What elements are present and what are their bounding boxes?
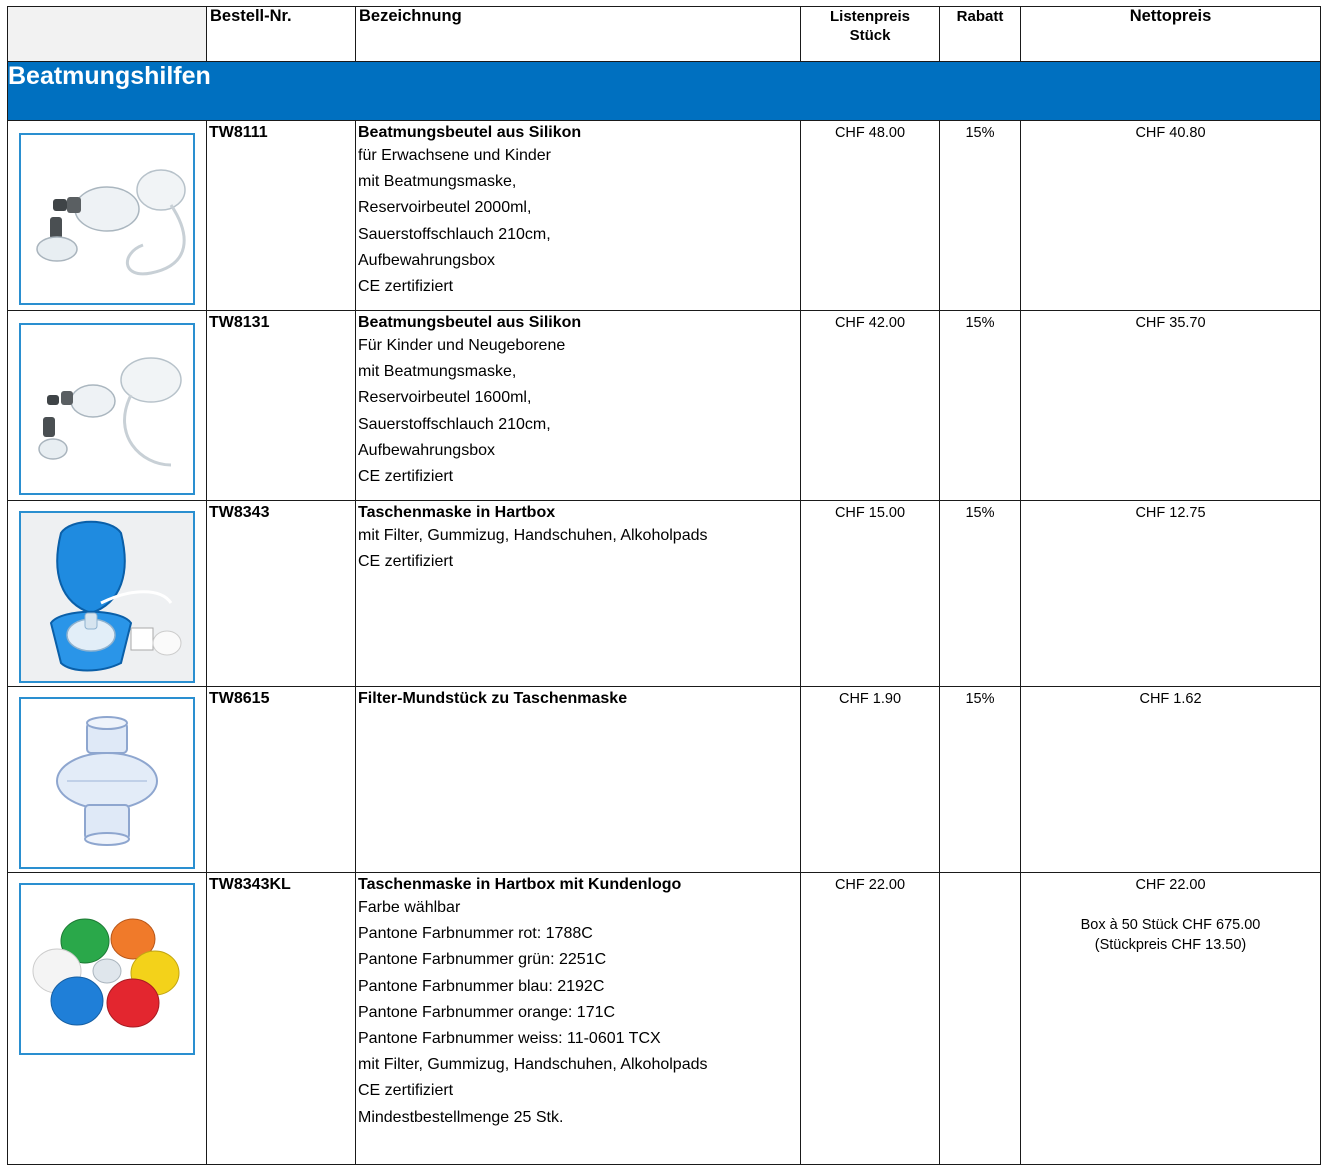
header-listenpreis-line2: Stück [849,27,891,44]
section-title: Beatmungshilfen [8,62,1321,121]
product-code: TW8111 [207,121,356,311]
table-header-row [8,7,1321,62]
header-bezeichnung: Bezeichnung [356,7,801,62]
discount: 15% [940,501,1021,687]
product-line: Reservoirbeutel 1600ml, [358,389,532,407]
colored-mask-boxes-image [19,883,195,1055]
product-description [356,311,801,501]
product-line: Farbe wählbar [358,899,461,916]
product-image-cell [8,311,207,501]
product-name: Filter-Mundstück zu Taschenmaske [358,690,628,707]
list-price: CHF 42.00 [801,311,940,501]
product-line: Mindestbestellmenge 25 Stk. [358,1108,564,1126]
product-line: Pantone Farbnummer weiss: 11-0601 TCX [358,1030,661,1048]
product-name: Taschenmaske in Hartbox mit Kundenlogo [358,876,682,893]
header-image-column [8,7,207,62]
product-line: CE zertifiziert [358,553,454,571]
net-price: CHF 1.62 [1021,687,1321,873]
discount: 15% [940,311,1021,501]
product-line: Aufbewahrungsbox [358,441,495,459]
header-listenpreis [801,7,940,62]
product-line: für Erwachsene und Kinder [358,147,551,164]
list-price: CHF 48.00 [801,121,940,311]
net-price: CHF 35.70 [1021,311,1321,501]
net-price: CHF 22.00 [1135,877,1206,893]
product-image-cell [8,501,207,687]
product-line: Sauerstoffschlauch 210cm, [358,415,551,433]
net-price: CHF 40.80 [1021,121,1321,311]
product-description [356,121,801,311]
product-code: TW8615 [207,687,356,873]
product-row [8,311,1321,501]
product-line: Pantone Farbnummer grün: 2251C [358,951,607,969]
discount [940,873,1021,1165]
unit-price-note: (Stückpreis CHF 13.50) [1094,937,1247,953]
product-row [8,121,1321,311]
product-code: TW8343KL [207,873,356,1165]
product-description [356,501,801,687]
product-code: TW8131 [207,311,356,501]
pocket-mask-box-image [19,511,195,683]
discount: 15% [940,121,1021,311]
product-line: mit Filter, Gummizug, Handschuhen, Alkoholpads [358,527,708,544]
product-line: CE zertifiziert [358,1082,454,1100]
product-row [8,687,1321,873]
filter-mouthpiece-image [19,697,195,869]
product-description [356,873,801,1165]
product-name: Beatmungsbeutel aus Silikon [358,314,582,331]
net-price-cell [1021,873,1321,1165]
list-price: CHF 22.00 [801,873,940,1165]
product-image-cell [8,687,207,873]
product-line: mit Beatmungsmaske, [358,173,517,191]
discount: 15% [940,687,1021,873]
product-line: CE zertifiziert [358,468,454,486]
product-name: Taschenmaske in Hartbox [358,504,556,521]
resuscitator-bag-image [19,323,195,495]
header-bestellnr: Bestell-Nr. [207,7,356,62]
product-code: TW8343 [207,501,356,687]
product-line: Pantone Farbnummer rot: 1788C [358,925,593,943]
product-line: mit Beatmungsmaske, [358,363,517,381]
product-image-cell [8,873,207,1165]
product-line: Aufbewahrungsbox [358,251,495,269]
list-price: CHF 15.00 [801,501,940,687]
box-price: Box à 50 Stück CHF 675.00 [1080,917,1261,933]
product-line: Pantone Farbnummer orange: 171C [358,1003,616,1021]
product-description [356,687,801,873]
resuscitator-bag-image [19,133,195,305]
product-row [8,873,1321,1165]
product-image-cell [8,121,207,311]
box-price-note [1021,915,1320,955]
price-list-table [7,6,1321,1165]
product-name: Beatmungsbeutel aus Silikon [358,124,582,141]
header-rabatt: Rabatt [940,7,1021,62]
product-row [8,501,1321,687]
product-line: Für Kinder und Neugeborene [358,337,566,354]
section-header-row [8,62,1321,121]
header-nettopreis: Nettopreis [1021,7,1321,62]
product-line: mit Filter, Gummizug, Handschuhen, Alkoholpads [358,1056,708,1074]
list-price: CHF 1.90 [801,687,940,873]
net-price: CHF 12.75 [1021,501,1321,687]
header-listenpreis-line1: Listenpreis [829,8,911,25]
product-line: Sauerstoffschlauch 210cm, [358,225,551,243]
product-line: Reservoirbeutel 2000ml, [358,199,532,217]
product-line: CE zertifiziert [358,278,454,296]
product-line: Pantone Farbnummer blau: 2192C [358,977,605,995]
